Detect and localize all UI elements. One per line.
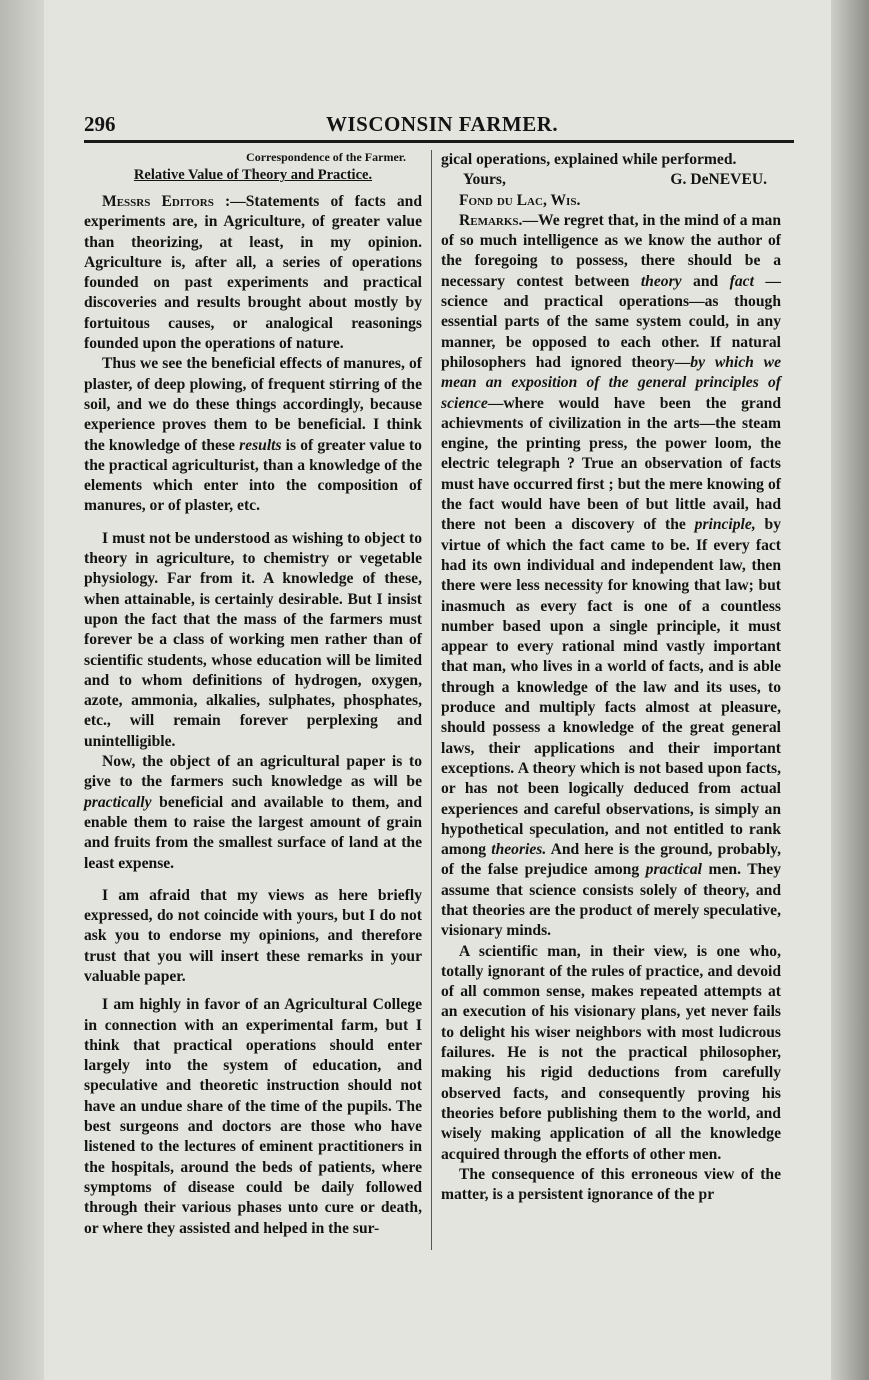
paragraph-text: is of greater value to the practical agriculturist, than a knowledge of the elements which enter into the composition of manures, or of plaster, etc. <box>84 436 422 515</box>
signature-line <box>441 170 781 190</box>
paragraph-text: —We regret that, in the mind of a man of so much intelligence as we know the author of the foregoing to possess, there should be a necessary contest between <box>441 211 781 290</box>
paragraph-text: And here is the ground, probably, of the false prejudice among <box>441 841 782 879</box>
scan-left-margin <box>0 0 44 1380</box>
emphasis: theory <box>640 272 682 290</box>
paragraph-text: Now, the object of an agricultural paper is to give to the farmers such knowledge as will be <box>84 753 422 791</box>
left-column <box>84 150 422 1239</box>
paragraph-text: beneficial and available to them, and enable them to raise the largest amount of grain and fruits from the smallest surface of land at the least expense. <box>84 793 422 872</box>
paragraph-text: —science and practical operations—as though essential parts of the same system could, in any manner, be opposed to each other. If natural philosophers had ignored theory— <box>441 272 781 371</box>
article-title: Relative Value of Theory and Practice. <box>133 167 373 183</box>
paragraph: I am afraid that my views as here briefly expressed, do not coincide with yours, but I do not ask you to endorse my opinions, and therefore trust that you will insert these remarks in your valuable paper. <box>84 886 422 985</box>
paragraph <box>84 192 422 354</box>
right-column <box>441 150 781 1205</box>
paragraph-text: and <box>681 272 730 290</box>
paragraph: A scientific man, in their view, is one who, totally ignorant of the rules of practice, and devoid of all common sense, makes repeated attempts at an execution of his visionary plans, yet never fails to delight his wiser neighbors with most ludicrous failures. He is not the practical philosopher, making his rigid deductions from carefully observed facts, and consequently proving his theories before publishing them to the world, and wisely making application of all the knowledge acquired through the efforts of other men. <box>441 942 781 1163</box>
journal-title: WISCONSIN FARMER. <box>326 112 559 136</box>
paragraph: I am highly in favor of an Agricultural College in connection with an experimental farm, but I think that practical operations should enter largely into the system of education, and speculative and theoretic instruction should not have an undue share of the time of the pupils. The best surgeons and doctors are those who have listened to the lectures of eminent practitioners in the hospitals, around the beds of patients, where symptoms of disease could be daily followed through their various phases unto cure or death, or where they assisted and helped in the sur- <box>84 996 422 1237</box>
emphasis: principle, <box>694 516 756 534</box>
paragraph-text: by virtue of which the fact came to be. If every fact had its own individual and independent law, then there were less necessity for knowing that law; but inasmuch as every fact is one of a countless number based upon a single principle, it must appear to every rational mind vastly important that man, who lives in a world of facts, and is able through a knowledge of the law and its uses, to produce and multiply facts almost at pleasure, should possess a knowledge of the great general laws, their applications and their important exceptions. A theory which is not based upon facts, or has not been logically deduced from actual experiences and careful observations, is simply an hypothetical speculation, and not entitled to rank among <box>441 516 781 859</box>
paragraph <box>84 752 422 874</box>
emphasis: practical <box>645 861 702 879</box>
page-number: 296 <box>84 112 116 136</box>
paragraph-text: —where would have been the grand achievments of civilization in the arts—the steam engine, the printing press, the power loom, the electric telegraph ? True an observation of facts must have occurred first ; but the mere knowing of the fact would have been of but little avail, had there not been a discovery of the <box>441 394 781 534</box>
emphasis: theories. <box>491 841 547 859</box>
paragraph: I must not be understood as wishing to object to theory in agriculture, to chemistry or vegetable physiology. Far from it. A knowledge of these, when attainable, is certainly desirable. But I insist upon the fact that the mass of the farmers must forever be a class of working men rather than of scientific students, whose education will be limited and to whom definitions of hydrogen, oxygen, azote, ammonia, alkalies, sulphates, phosphates, etc., will remain forever perplexing and unintelligible. <box>84 529 422 750</box>
salutation: Messrs Editors <box>102 193 214 210</box>
author-signature: G. DeNEVEU. <box>670 171 767 189</box>
running-head <box>84 112 794 140</box>
dateline-place: Fond du Lac, Wis. <box>459 191 581 209</box>
paragraph <box>441 211 781 942</box>
paragraph <box>84 354 422 516</box>
paragraph-text: Thus we see the beneficial effects of manures, of plaster, of deep plowing, of frequent stirring of the soil, and we do these things accordingly, because experience proves them to be beneficial. I think the knowledge of these <box>84 355 422 454</box>
paragraph-text: men. They assume that science consists solely of theory, and that theories are the product of merely speculative, visionary minds. <box>441 861 781 940</box>
valediction: Yours, <box>463 171 506 189</box>
emphasis: results <box>239 436 282 454</box>
section-kicker: Correspondence of the Farmer. <box>246 150 406 164</box>
paragraph: The consequence of this erroneous view of the matter, is a persistent ignorance of the pr <box>441 1165 781 1204</box>
column-divider <box>431 150 432 1250</box>
remarks-label: Remarks. <box>459 211 523 229</box>
continuation-line: gical operations, explained while performed. <box>441 151 737 168</box>
header-rule <box>84 140 794 143</box>
scan-right-margin <box>831 0 869 1380</box>
emphasis: practically <box>84 793 152 811</box>
emphasis: fact <box>729 272 754 290</box>
emphasis: by which we mean an exposition of the general principles of science <box>441 353 781 412</box>
paragraph-text: :—Statements of facts and experiments are, in Agriculture, of greater value than theorizing, at least, in my opinion. Agriculture is, after all, a series of operations founded on past experiments and practical discoveries and results brought about mostly by fortuitous causes, or analogical reasonings founded upon the operations of nature. <box>84 193 422 353</box>
